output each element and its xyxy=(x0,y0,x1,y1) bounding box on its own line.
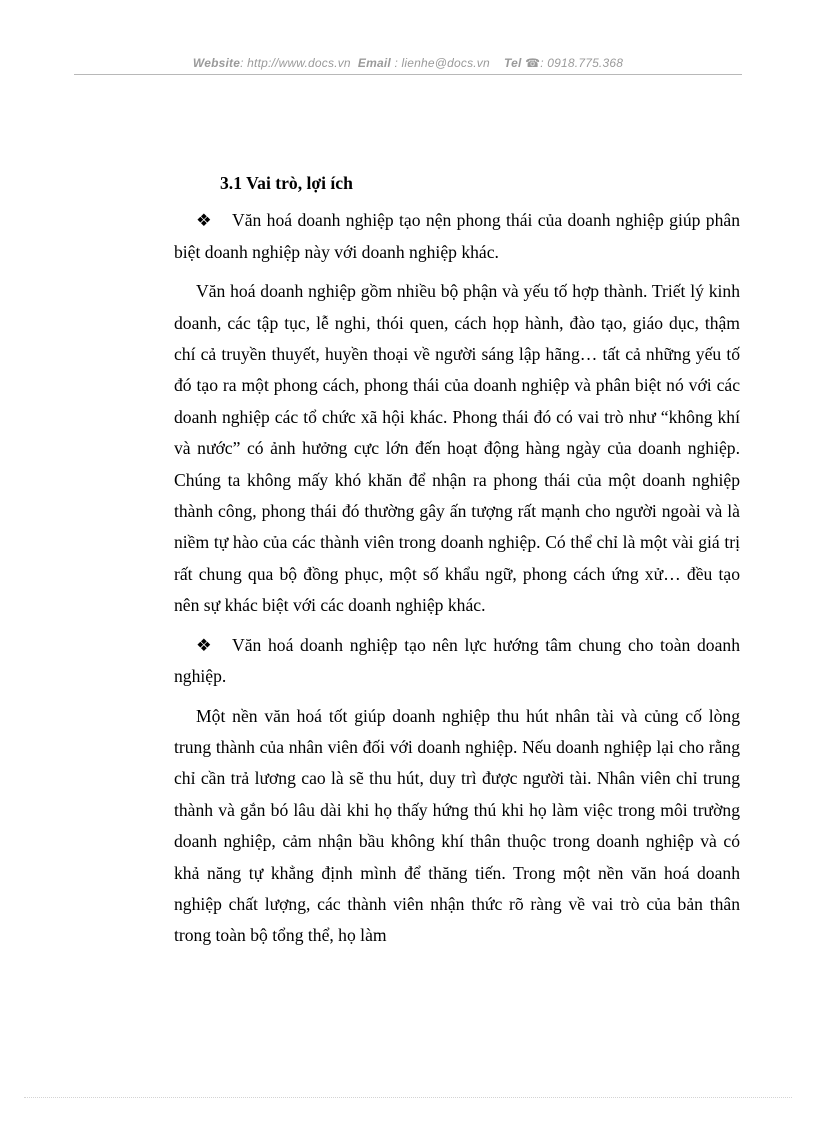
email-label: Email xyxy=(357,56,391,70)
website-link[interactable]: : http://www.docs.vn xyxy=(240,56,351,70)
bullet-text-2: Văn hoá doanh nghiệp tạo nên lực hướng tâm chung cho toàn doanh nghiệp. xyxy=(174,634,740,687)
page-header xyxy=(74,56,742,70)
phone-icon: ☎ xyxy=(525,56,541,70)
website-label: Website xyxy=(192,56,241,70)
bullet-text-1: Văn hoá doanh nghiệp tạo nện phong thái của doanh nghiệp giúp phân biệt doanh nghiệp này với doanh nghiệp khác. xyxy=(174,210,740,262)
body-paragraph-2: Một nền văn hoá tốt giúp doanh nghiệp thu hút nhân tài và củng cố lòng trung thành của nhân viên đối với doanh nghiệp. Nếu doanh nghiệp lại cho rằng chỉ cần trả lương cao là sẽ thu hút, duy trì được người tài. Nhân viên chỉ trung thành và gắn bó lâu dài khi họ thấy hứng thú khi họ làm việc trong môi trường doanh nghiệp, cảm nhận bầu không khí thân thuộc trong doanh nghiệp và có khả năng tự khẳng định mình để thăng tiến. Trong một nền văn hoá doanh nghiệp chất lượng, các thành viên nhận thức rõ ràng về vai trò của bản thân trong toàn bộ tổng thể, họ làm xyxy=(174,705,740,946)
tel-label: Tel xyxy=(504,56,522,70)
email-link[interactable]: : lienhe@docs.vn xyxy=(390,56,490,70)
document-body xyxy=(174,168,740,960)
footer-divider xyxy=(24,1097,792,1098)
bullet-paragraph-2 xyxy=(174,630,740,693)
header-divider xyxy=(74,74,742,75)
section-heading: 3.1 Vai trò, lợi ích xyxy=(220,173,353,193)
tel-value: : 0918.775.368 xyxy=(540,56,624,70)
diamond-bullet-icon: ❖ xyxy=(196,634,212,655)
diamond-bullet-icon: ❖ xyxy=(196,210,212,231)
body-paragraph-1: Văn hoá doanh nghiệp gồm nhiều bộ phận và yếu tố hợp thành. Triết lý kinh doanh, các tập tục, lễ nghi, thói quen, cách họp hành, đào tạo, giáo dục, thậm chí cả truyền thuyết, huyền thoại về người sáng lập hãng… tất cả những yếu tố đó tạo ra một phong cách, phong thái của doanh nghiệp và phân biệt nó với các doanh nghiệp các tổ chức xã hội khác. Phong thái đó có vai trò như “không khí và nước” có ảnh hưởng cực lớn đến hoạt động hàng ngày của doanh nghiệp. Chúng ta không mấy khó khăn để nhận ra phong thái của một doanh nghiệp thành công, phong thái đó thường gây ấn tượng rất mạnh cho người ngoài và là niềm tự hào của các thành viên trong doanh nghiệp. Có thể chỉ là một vài giá trị rất chung qua bộ đồng phục, một số khẩu ngữ, phong cách ứng xử… đều tạo nên sự khác biệt với các doanh nghiệp khác. xyxy=(174,281,740,616)
bullet-paragraph-1 xyxy=(174,205,740,268)
